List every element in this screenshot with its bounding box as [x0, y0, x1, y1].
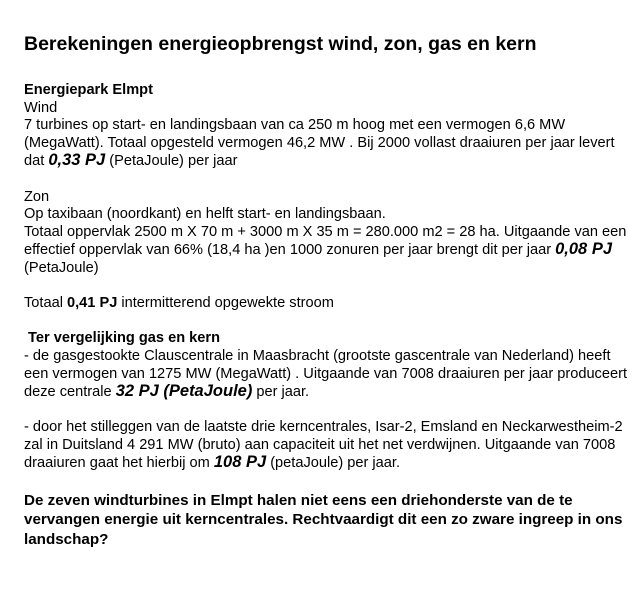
wind-paragraph	[24, 117, 634, 171]
wind-label: Wind	[24, 99, 58, 116]
zon-value: 0,08 PJ	[555, 240, 613, 259]
zon-label: Zon	[24, 188, 50, 205]
totaal-value: 0,41 PJ	[67, 295, 118, 312]
document-title: Berekeningen energieopbrengst wind, zon, gas en kern	[24, 33, 537, 55]
wind-value: 0,33 PJ	[48, 151, 106, 170]
park-heading: Energiepark Elmpt	[24, 82, 153, 98]
kern-unit: (petaJoule) per jaar.	[266, 455, 400, 472]
vergelijking-heading: Ter vergelijking gas en kern	[24, 330, 221, 347]
gas-paragraph	[24, 348, 634, 402]
kern-value: 108 PJ	[213, 453, 267, 472]
wind-text: 7 turbines op start- en landingsbaan van ca 250 m hoog met een vermogen 6,6 MW (MegaWatt). Totaal opgesteld vermogen 46,2 MW . Bij 2000 vollast draaiuren per jaar levert dat	[24, 117, 615, 170]
closing-statement: De zeven windturbines in Elmpt halen niet eens een driehonderste van de te vervangen energie uit kerncentrales. Rechtvaardigt dit een zo zware ingreep in ons landschap?	[24, 491, 623, 548]
totaal-paragraph	[24, 295, 634, 313]
totaal-pre: Totaal	[24, 295, 67, 312]
zon-text: Totaal oppervlak 2500 m X 70 m + 3000 m X 35 m = 280.000 m2 = 28 ha. Uitgaande van een effectief oppervlak van 66% (18,4 ha )en 1000 zonuren per jaar brengt dit per jaar	[24, 223, 627, 259]
gas-text: - de gasgestookte Clauscentrale in Maasbracht (grootste gascentrale van Nederland) heeft een vermogen van 1275 MW (MegaWatt) . Uitgaande van 7008 draaiuren per jaar produceert deze centrale	[24, 347, 628, 401]
zon-unit: (PetaJoule)	[24, 259, 99, 276]
gas-value: 32 PJ (PetaJoule)	[115, 382, 253, 401]
document	[24, 32, 634, 549]
kern-text: - door het stilleggen van de laatste drie kerncentrales, Isar-2, Emsland en Neckarwestheim-2 zal in Duitsland 4 291 MW (bruto) aan capaciteit uit het net verdwijnen. Uitgaande van 7008 draaiuren gaat het hierbij om	[24, 419, 623, 472]
zon-line1: Op taxibaan (noordkant) en helft start- en landingsbaan.	[24, 206, 386, 223]
wind-unit: (PetaJoule) per jaar	[105, 153, 238, 170]
totaal-post: intermitterend opgewekte stroom	[117, 295, 334, 312]
zon-paragraph	[24, 224, 634, 278]
kern-paragraph	[24, 419, 634, 473]
gas-unit: per jaar.	[252, 384, 310, 401]
